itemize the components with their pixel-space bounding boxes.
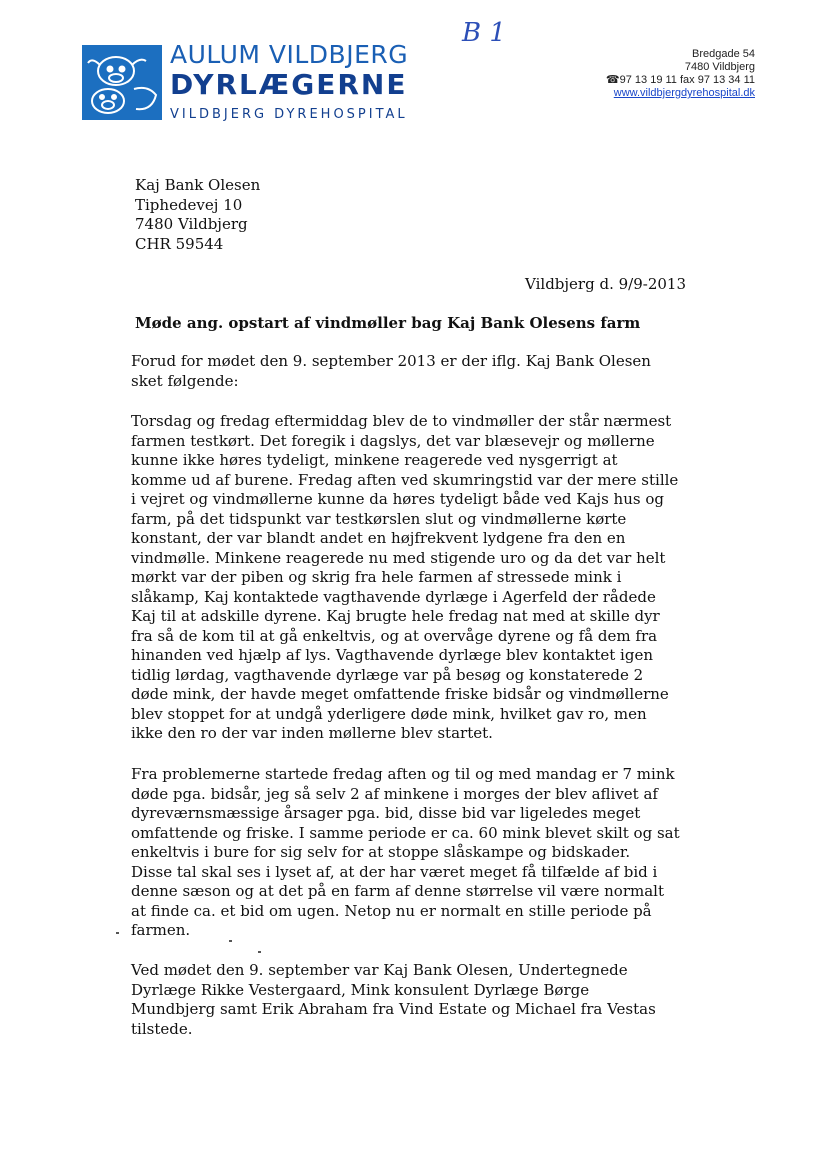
scan-speck <box>229 940 232 942</box>
brand-name-line2: DYRLÆGERNE <box>170 68 408 101</box>
contact-city: 7480 Vildbjerg <box>684 61 755 73</box>
paragraph-losses <box>131 765 701 941</box>
paragraph-line: slåkamp, Kaj kontaktede vagthavende dyrlæge i Agerfeld der rådede <box>131 587 656 606</box>
paragraph-line: mørkt var der piben og skrig fra hele farmen af stressede mink i <box>131 568 622 586</box>
paragraph-line: farmen testkørt. Det foregik i dagslys, det var blæsevejr og møllerne <box>131 431 655 450</box>
paragraph-line: tilstede. <box>131 1019 193 1038</box>
paragraph-line: Kaj til at adskille dyrene. Kaj brugte hele fredag nat med at skille dyr <box>131 607 660 625</box>
paragraph-line: døde mink, der havde meget omfattende friske bidsår og vindmøllerne <box>131 685 669 703</box>
paragraph-line: at finde ca. et bid om ugen. Netop nu er normalt en stille periode på <box>131 901 652 920</box>
paragraph-line: døde pga. bidsår, jeg så selv 2 af minkene i morges der blev aflivet af <box>131 784 658 803</box>
contact-block <box>606 48 755 100</box>
cow-and-pig-icon <box>82 45 162 120</box>
paragraph-line: kunne ikke høres tydeligt, minkene reagerede ved nysgerrigt at <box>131 451 618 469</box>
paragraph-attendees <box>131 961 701 1039</box>
paragraph-line: hinanden ved hjælp af lys. Vagthavende dyrlæge blev kontaktet igen <box>131 646 653 664</box>
clinic-logo <box>82 45 162 120</box>
paragraph-line: omfattende og friske. I samme periode er ca. 60 mink blevet skilt og sat <box>131 823 680 842</box>
recipient-name: Kaj Bank Olesen <box>135 176 261 194</box>
paragraph-line: i vejret og vindmøllerne kunne da høres tydeligt både ved Kajs hus og <box>131 490 664 508</box>
paragraph-line: Ved mødet den 9. september var Kaj Bank Olesen, Undertegnede <box>131 961 628 979</box>
paragraph-line: farm, på det tidspunkt var testkørslen slut og vindmøllerne kørte <box>131 509 627 528</box>
scan-speck <box>116 932 119 934</box>
paragraph-line: Mundbjerg samt Erik Abraham fra Vind Estate og Michael fra Vestas <box>131 1000 656 1018</box>
paragraph-line: dyreværnsmæssige årsager pga. bid, disse bid var ligeledes meget <box>131 804 641 822</box>
paragraph-line: enkeltvis i bure for sig selv for at stoppe slåskampe og bidskader. <box>131 843 631 861</box>
brand-subtitle: VILDBJERG DYREHOSPITAL <box>170 107 408 122</box>
recipient-street: Tiphedevej 10 <box>135 195 243 214</box>
paragraph-line: farmen. <box>131 921 191 939</box>
date-line: Vildbjerg d. 9/9-2013 <box>525 275 686 293</box>
handwritten-mark: B 1 <box>462 18 506 48</box>
recipient-city: 7480 Vildbjerg <box>135 215 248 233</box>
paragraph-line: denne sæson og at det på en farm af denne størrelse vil være normalt <box>131 882 664 900</box>
paragraph-line: tidlig lørdag, vagthavende dyrlæge var på besøg og konstaterede 2 <box>131 665 644 684</box>
contact-street: Bredgade 54 <box>692 48 755 60</box>
paragraph-line: blev stoppet for at undgå yderligere døde mink, hvilket gav ro, men <box>131 704 647 723</box>
paragraph-line: Dyrlæge Rikke Vestergaard, Mink konsulent Dyrlæge Børge <box>131 980 590 999</box>
recipient-chr: CHR 59544 <box>135 234 224 253</box>
paragraph-line: fra så de kom til at gå enkeltvis, og at overvåge dyrene og få dem fra <box>131 626 658 645</box>
recipient-address <box>135 176 260 254</box>
paragraph-line: Forud for mødet den 9. september 2013 er der iflg. Kaj Bank Olesen <box>131 352 651 370</box>
contact-website-link[interactable]: www.vildbjergdyrehospital.dk <box>613 87 755 99</box>
paragraph-line: ikke den ro der var inden møllerne blev startet. <box>131 724 493 742</box>
paragraph-intro <box>131 352 701 391</box>
paragraph-line: konstant, der var blandt andet en højfrekvent lydgene fra den en <box>131 529 626 547</box>
paragraph-line: Fra problemerne startede fredag aften og til og med mandag er 7 mink <box>131 765 675 783</box>
contact-phone: ☎97 13 19 11 fax 97 13 34 11 <box>605 74 755 86</box>
paragraph-line: sket følgende: <box>131 371 239 390</box>
scan-speck <box>258 951 261 953</box>
paragraph-line: Disse tal skal ses i lyset af, at der har været meget få tilfælde af bid i <box>131 862 658 881</box>
subject-heading: Møde ang. opstart af vindmøller bag Kaj Bank Olesens farm <box>135 314 641 332</box>
paragraph-line: Torsdag og fredag eftermiddag blev de to vindmøller der står nærmest <box>131 412 672 430</box>
brand-name-line1: AULUM VILDBJERG <box>170 40 409 69</box>
paragraph-events <box>131 412 701 744</box>
paragraph-line: vindmølle. Minkene reagerede nu med stigende uro og da det var helt <box>131 548 666 567</box>
paragraph-line: komme ud af burene. Fredag aften ved skumringstid var der mere stille <box>131 470 679 489</box>
